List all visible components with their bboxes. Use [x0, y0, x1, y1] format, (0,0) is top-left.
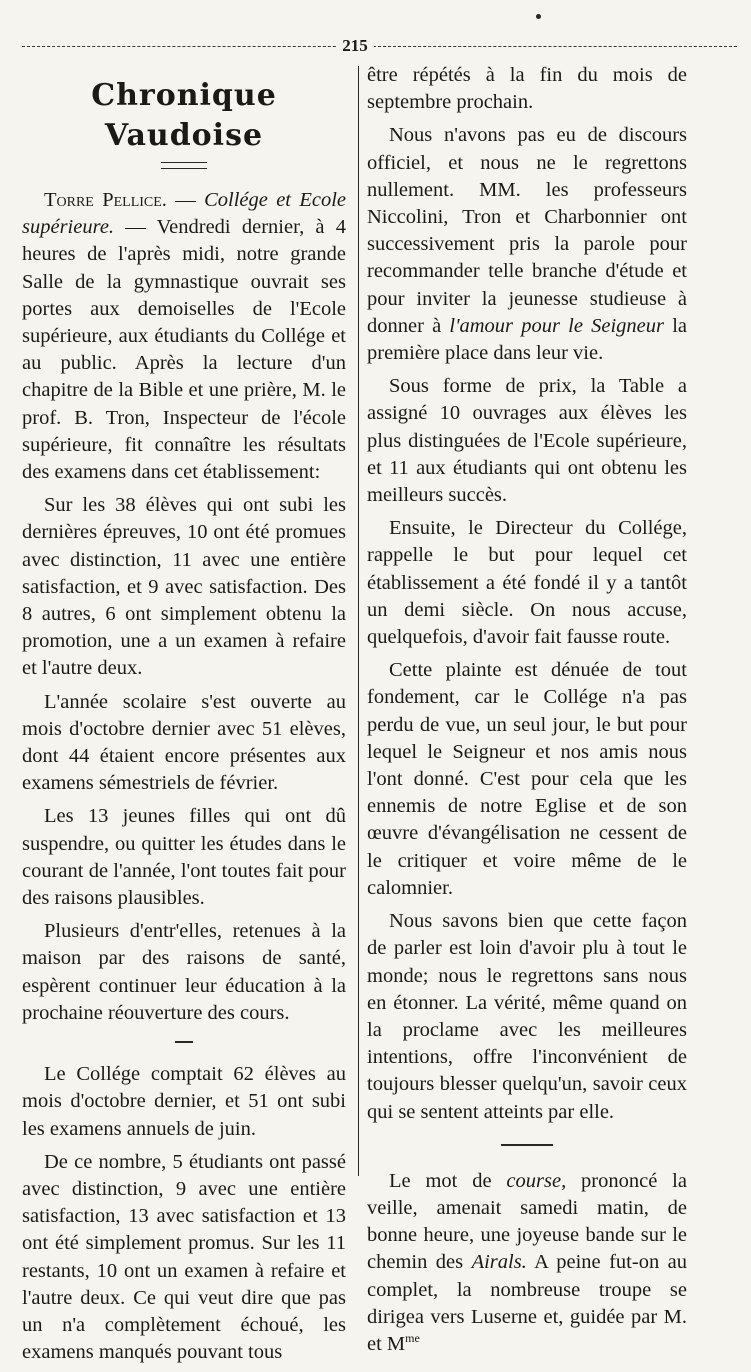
article-paragraph: Nous n'avons pas eu de discours officiel, et nous ne le regrettons nullement. MM. les professeurs Niccolini, Tron et Charbonnier ont successivement pris la parole pour recommander telle branche d'étude et pour inviter la jeunesse studieuse à donner à l'amour pour le Seigneur la première place dans leur vie.	[367, 124, 688, 365]
header-dashed-rule	[22, 46, 737, 47]
article-paragraph: Le Collége comptait 62 élèves au mois d'octobre dernier, et 51 ont subi les examens annuels de juin.	[22, 1063, 346, 1140]
section-separator	[501, 1144, 553, 1146]
article-paragraph: L'année scolaire s'est ouverte au mois d'octobre dernier avec 51 elèves, dont 44 étaient encore présentes aux examens sémestriels de février.	[22, 690, 346, 795]
article-paragraph: Torre Pellice. — Collége et Ecole supérieure. — Vendredi dernier, à 4 heures de l'après midi, notre grande Salle de la gymnastique ouvrait ses portes aux demoiselles de l'Ecole supérieure, aux étudiants du Collége et au public. Après la lecture d'un chapitre de la Bible et une prière, M. le prof. B. Tron, Inspecteur de l'école supérieure, fit connaître les résultats des examens dans cet établissement:	[22, 189, 347, 484]
article-paragraph: De ce nombre, 5 étudiants ont passé avec distinction, 9 avec une entière satisfaction, 13 avec satisfaction et 13 ont été simplement promus. Sur les 11 restants, 10 ont un examen à refaire et l'autre deux. Ce qui veut dire que pas un n'a complètement échoué, les examens manqués pouvant tous	[22, 1150, 346, 1364]
dash-separator	[175, 1041, 193, 1043]
article-paragraph: Sous forme de prix, la Table a assigné 10 ouvrages aux élèves les plus distinguées de l'Ecole supérieure, et 11 aux étudiants qui ont obtenu les meilleurs succès.	[367, 375, 687, 507]
ink-speck	[536, 14, 541, 19]
title-double-rule	[161, 162, 207, 169]
article-paragraph: Nous savons bien que cette façon de parler est loin d'avoir plu à tout le monde; nous le regrettons sans nous en étonner. La vérité, même quand on la proclame avec les meilleures intentions, offre l'inconvénient de toujours blesser quelqu'un, savoir ceux qui se sentent atteints par elle.	[367, 910, 687, 1123]
column-divider	[358, 66, 359, 1176]
article-paragraph: être répétés à la fin du mois de septembre prochain.	[367, 64, 687, 114]
article-paragraph: Ensuite, le Directeur du Collége, rappelle le but pour lequel cet établissement a été fondé il y a tantôt un demi siècle. On nous accuse, quelquefois, d'avoir fait fausse route.	[367, 517, 687, 649]
article-paragraph: Les 13 jeunes filles qui ont dû suspendre, ou quitter les études dans le courant de l'année, l'ont toutes fait pour des raisons plausibles.	[22, 805, 346, 910]
article-heading: Collége et Ecole supérieure.	[22, 189, 347, 239]
place-name: Torre Pellice.	[44, 189, 167, 211]
right-column	[367, 62, 687, 1364]
page-number: 215	[336, 36, 374, 56]
article-paragraph: Cette plainte est dénuée de tout fondement, car le Collége n'a pas perdu de vue, un seul jour, le but pour lequel le Seigneur et nos amis nous l'ont donné. C'est pour cela que les ennemis de notre Eglise et de son œuvre d'évangélisation ne cessent de le critiquer et voire même de le calomnier.	[367, 659, 687, 899]
left-column	[22, 62, 346, 1372]
article-paragraph: Le mot de course, prononcé la veille, amenait samedi matin, de bonne heure, une joyeuse bande sur le chemin des Airals. A peine fut-on au complet, la nombreuse troupe se dirigea vers Luserne et, guidée par M. et $M^{me}$	[367, 1169, 687, 1355]
article-paragraph: Plusieurs d'entr'elles, retenues à la maison par des raisons de santé, espèrent continuer leur éducation à la prochaine réouverture des cours.	[22, 920, 346, 1024]
article-paragraph: Sur les 38 élèves qui ont subi les dernières épreuves, 10 ont été promues avec distinction, 11 avec une entière satisfaction, et 9 avec satisfaction. Des 8 autres, 6 ont simplement obtenu la promotion, une a un examen à refaire et l'autre deux.	[22, 494, 346, 680]
section-title: Chronique Vaudoise	[91, 78, 277, 153]
